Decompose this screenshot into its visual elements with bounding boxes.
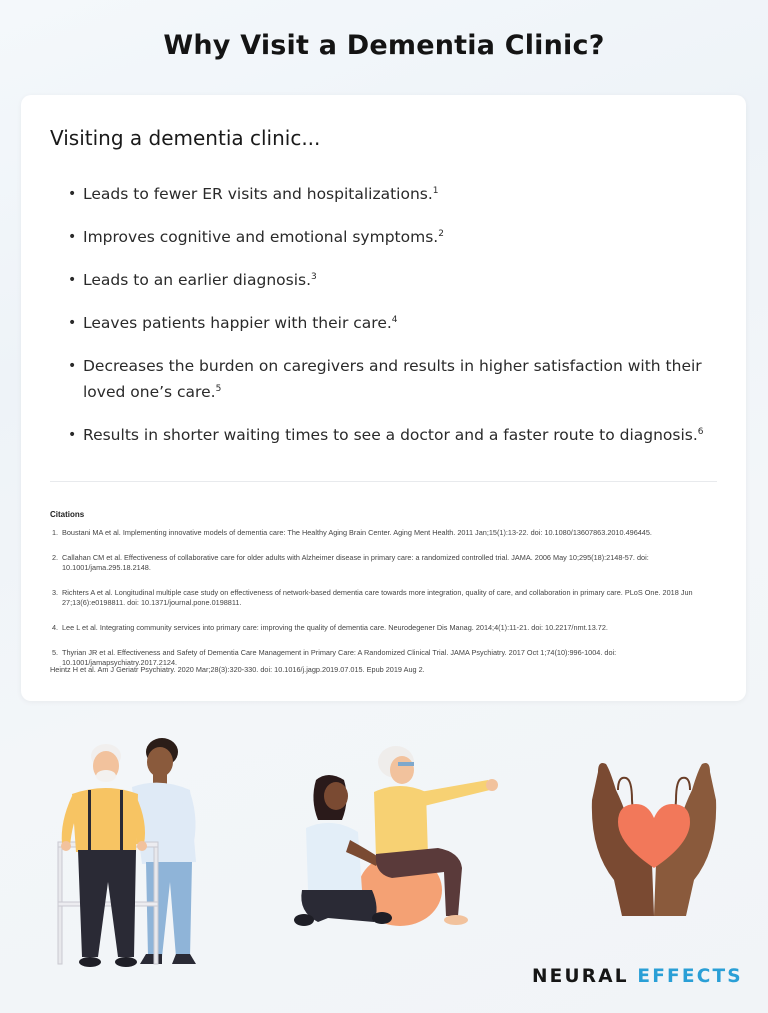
citation-item bbox=[50, 528, 722, 538]
benefits-list bbox=[69, 181, 719, 465]
citation-ref: 1 bbox=[432, 185, 439, 196]
citations-list bbox=[50, 528, 722, 668]
list-item bbox=[69, 310, 719, 336]
citation-number: 5. bbox=[52, 648, 59, 657]
citation-ref: 3 bbox=[311, 271, 317, 282]
physical-therapy-illustration bbox=[288, 740, 498, 935]
list-item bbox=[69, 422, 719, 448]
citation-text: Lee L et al. Integrating community services into primary care: improving the quality of dementia care. Neurodegener Dis Manag. 2014;4(1):11-21. doi: 10.2217/nmt.13.72. bbox=[62, 623, 608, 632]
citation-text: Callahan CM et al. Effectiveness of collaborative care for older adults with Alzheimer disease in primary care: a randomized controlled trial. JAMA. 2006 May 10;295(18):2148-57. doi: 10.1001/jama.295.18.2148. bbox=[62, 553, 649, 572]
benefit-text: Results in shorter waiting times to see a doctor and a faster route to diagnosis. bbox=[83, 426, 698, 444]
citation-number: 2. bbox=[52, 553, 59, 562]
citation-item bbox=[50, 623, 722, 633]
list-item bbox=[69, 181, 719, 207]
citation-number: 4. bbox=[52, 623, 59, 632]
brand-logo bbox=[532, 966, 743, 987]
extra-citation: Heintz H et al. Am J Geriatr Psychiatry. 2020 Mar;28(3):320-330. doi: 10.1016/j.jagp.2019.07.015. Epub 2019 Aug 2. bbox=[50, 665, 425, 674]
citation-ref: 5 bbox=[215, 383, 222, 394]
list-item bbox=[69, 224, 719, 250]
citations-title: Citations bbox=[50, 510, 85, 519]
brand-word-neural: NEURAL bbox=[532, 966, 629, 987]
benefit-text: Improves cognitive and emotional symptoms. bbox=[83, 228, 439, 246]
page-title: Why Visit a Dementia Clinic? bbox=[163, 30, 605, 61]
citation-item bbox=[50, 588, 722, 608]
list-item bbox=[69, 353, 719, 405]
content-card bbox=[21, 95, 746, 701]
citation-ref: 6 bbox=[697, 426, 704, 437]
benefit-text: Leaves patients happier with their care. bbox=[83, 314, 392, 332]
benefit-text: Leads to fewer ER visits and hospitalizations. bbox=[83, 185, 433, 203]
caregiver-walker-illustration bbox=[50, 732, 205, 982]
citation-number: 3. bbox=[52, 588, 59, 597]
card-heading: Visiting a dementia clinic... bbox=[50, 126, 321, 150]
divider bbox=[50, 481, 717, 482]
citation-text: Richters A et al. Longitudinal multiple case study on effectiveness of network-based dementia care towards more integration, quality of care, and collaboration in primary care. PLoS One. 2018 Jun 27;13(6):e0198811. doi: 10.1371/journal.pone.0198811. bbox=[62, 588, 693, 607]
citation-number: 1. bbox=[52, 528, 59, 537]
citation-ref: 2 bbox=[438, 228, 444, 239]
benefit-text: Leads to an earlier diagnosis. bbox=[83, 271, 312, 289]
list-item bbox=[69, 267, 719, 293]
citation-text: Thyrian JR et al. Effectiveness and Safety of Dementia Care Management in Primary Care: A Randomized Clinical Trial. JAMA Psychiatry. 2017 Oct 1;74(10):996-1004. doi: 10.1001/jamapsychiatry.2017.2124. bbox=[62, 648, 617, 667]
citation-ref: 4 bbox=[391, 314, 398, 325]
hands-heart-illustration bbox=[588, 760, 720, 920]
citation-item bbox=[50, 553, 722, 573]
brand-word-effects: EFFECTS bbox=[637, 966, 743, 987]
benefit-text: Decreases the burden on caregivers and results in higher satisfaction with their loved one’s care. bbox=[83, 357, 702, 401]
citation-text: Boustani MA et al. Implementing innovative models of dementia care: The Healthy Aging Brain Center. Aging Ment Health. 2011 Jan;15(1):13-22. doi: 10.1080/13607863.2010.496445. bbox=[62, 528, 652, 537]
